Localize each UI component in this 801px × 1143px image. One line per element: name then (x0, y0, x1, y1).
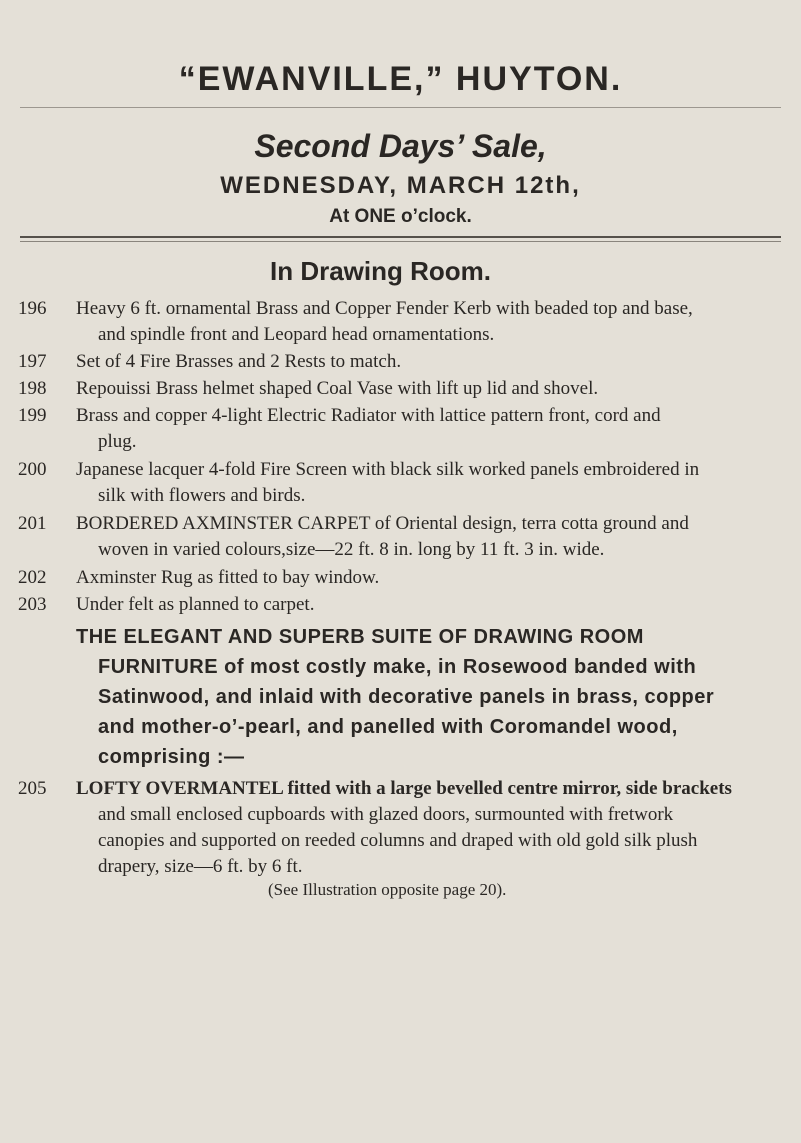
lot-line: Set of 4 Fire Brasses and 2 Rests to match. (76, 351, 402, 372)
lot-number: 205 (18, 778, 47, 799)
lot-number: 198 (18, 378, 47, 399)
lot-number: 203 (18, 594, 47, 615)
illustration-note: (See Illustration opposite page 20). (268, 880, 507, 899)
lot-description (76, 457, 791, 509)
lot-line: drapery, size—6 ft. by 6 ft. (98, 856, 303, 877)
lot-line: silk with flowers and birds. (98, 485, 306, 506)
lot-line: Repouissi Brass helmet shaped Coal Vase with lift up lid and shovel. (76, 378, 599, 399)
suite-description (76, 622, 791, 772)
lot-line: THE ELEGANT AND SUPERB SUITE OF DRAWING ROOM (76, 626, 644, 648)
lot-description (76, 376, 791, 402)
lot-description (76, 403, 791, 455)
section-heading: In Drawing Room. (270, 256, 491, 286)
lot-number: 200 (18, 459, 47, 480)
sale-time: At ONE o’clock. (329, 206, 472, 227)
lot-line: BORDERED AXMINSTER CARPET of Oriental design, terra cotta ground and (76, 513, 689, 534)
lot-line: Axminster Rug as fitted to bay window. (76, 567, 380, 588)
lot-line: plug. (98, 431, 137, 452)
lot-line: and small enclosed cupboards with glazed doors, surmounted with fretwork (98, 804, 674, 825)
lot-line: canopies and supported on reeded columns and draped with old gold silk plush (98, 830, 698, 851)
lot-number: 196 (18, 298, 47, 319)
header-divider-secondary (20, 241, 781, 242)
lot-description (76, 565, 791, 591)
title-divider (20, 107, 781, 108)
lot-description (76, 349, 791, 375)
lot-line: woven in varied colours,size—22 ft. 8 in. long by 11 ft. 3 in. wide. (98, 539, 605, 560)
lot-line: LOFTY OVERMANTEL fitted with a large bevelled centre mirror, side brackets (76, 778, 732, 799)
lot-line: FURNITURE of most costly make, in Rosewood banded with (98, 656, 697, 678)
lot-description (76, 511, 791, 563)
lot-description (76, 592, 791, 618)
page-title: “EWANVILLE,” HUYTON. (178, 60, 623, 98)
sale-date: WEDNESDAY, MARCH 12th, (220, 172, 581, 199)
lot-line: Satinwood, and inlaid with decorative panels in brass, copper (98, 686, 715, 708)
lot-number: 197 (18, 351, 47, 372)
lot-line: and spindle front and Leopard head ornamentations. (98, 324, 495, 345)
lot-line: and mother-o’-pearl, and panelled with Coromandel wood, (98, 716, 678, 738)
lot-line: Brass and copper 4-light Electric Radiator with lattice pattern front, cord and (76, 405, 661, 426)
sale-title: Second Days’ Sale, (254, 128, 547, 164)
lot-number: 201 (18, 513, 47, 534)
lot-number: 202 (18, 567, 47, 588)
lot-description (76, 776, 791, 880)
header-divider (20, 236, 781, 238)
lot-line: Under felt as planned to carpet. (76, 594, 315, 615)
lot-line: Japanese lacquer 4-fold Fire Screen with black silk worked panels embroidered in (76, 459, 700, 480)
lot-line: Heavy 6 ft. ornamental Brass and Copper Fender Kerb with beaded top and base, (76, 298, 693, 319)
lot-description (76, 296, 791, 348)
lot-line: comprising :— (98, 746, 245, 768)
lot-number: 199 (18, 405, 47, 426)
